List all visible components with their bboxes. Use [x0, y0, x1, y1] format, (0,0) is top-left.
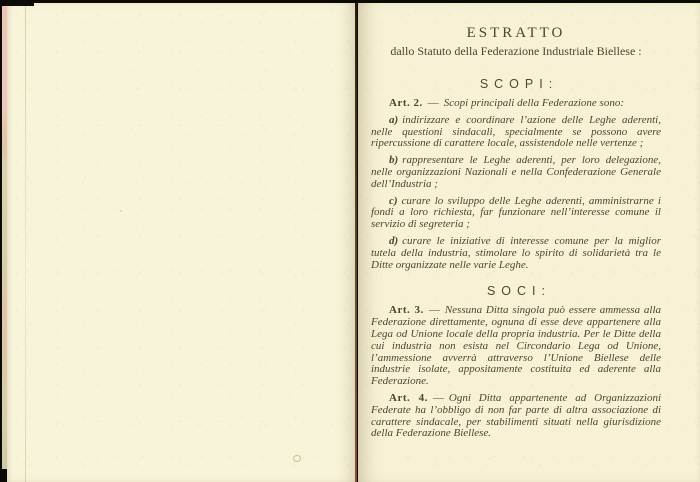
page-text-block [371, 3, 661, 440]
book-gutter-fold [355, 0, 357, 482]
item-letter: b) [389, 154, 399, 167]
paragraph-item-d [371, 236, 661, 271]
page-stack-edge-line [25, 3, 26, 482]
paragraph-art-2 [371, 98, 661, 110]
paper-speck [120, 210, 122, 212]
photo-top-corner [0, 0, 34, 6]
paragraph-text: curare le iniziative di interesse comune per la miglior tutela della industria, stimolare lo spirito di solidarietà tra le Ditte organizzate nelle varie Leghe. [371, 234, 661, 271]
article-number: Art. 4. [389, 391, 428, 404]
paper-stain [293, 455, 301, 462]
paragraph-art-3 [371, 305, 661, 388]
paragraph-text: Scopi principali della Federazione sono: [443, 97, 624, 109]
em-dash: — [432, 391, 444, 404]
item-letter: d) [389, 234, 399, 247]
item-letter: a) [389, 113, 399, 126]
paragraph-text: indirizzare e coordinare l’azione delle Leghe aderenti, nelle questioni sindacali, specialmente se possono avere ripercussione di carattere locale, assistendole nelle vertenze ; [371, 113, 661, 150]
paragraph-item-c [371, 196, 661, 231]
left-page-blank [7, 3, 356, 482]
paragraph-text: curare lo sviluppo delle Leghe aderenti, amministrarne i fondi a loro richiesta, far funzionare nell’interesse comune il servizio di segreteria ; [371, 194, 661, 231]
paragraph-item-a [371, 115, 661, 150]
paragraph-text: rappresentare le Leghe aderenti, per loro delegazione, nelle organizzazioni Nazionali e nella Confederazione Generale dell’Industria ; [371, 154, 661, 190]
paragraph-text: Ogni Ditta appartenente ad Organizzazioni Federate ha l’obbligo di non far parte di altra associazione di carattere sindacale, per stabilimenti situati nella giurisdizione della Federazione Biellese. [371, 391, 661, 440]
section-heading-soci: SOCI: [486, 284, 552, 299]
paragraph-art-4 [371, 393, 661, 440]
right-page [358, 3, 700, 482]
paragraph-text: Nessuna Ditta singola può essere ammessa alla Federazione direttamente, ognuna di esse deve appartenere alla Lega od Unione locale della propria industria. Per le Ditte della cui industria non esista nel Circondario Lega od Unione, l’ammessione avverrà attraverso l’Unione Biellese delle industrie isolate, appositamente costituita ed aderente alla Federazione. [371, 304, 661, 388]
photo-top-edge [0, 0, 688, 3]
paragraph-item-b [371, 155, 661, 190]
article-number: Art. 2. [389, 97, 423, 109]
page-title: ESTRATTO [466, 25, 566, 41]
em-dash: — [427, 97, 439, 109]
photo-bottom-corner [0, 469, 7, 482]
item-letter: c) [389, 194, 398, 207]
section-heading-scopi: SCOPI: [479, 77, 559, 91]
article-number: Art. 3. [389, 304, 424, 317]
page-subtitle: dallo Statuto della Federazione Industriale Biellese : [390, 44, 642, 58]
em-dash: — [428, 304, 440, 317]
